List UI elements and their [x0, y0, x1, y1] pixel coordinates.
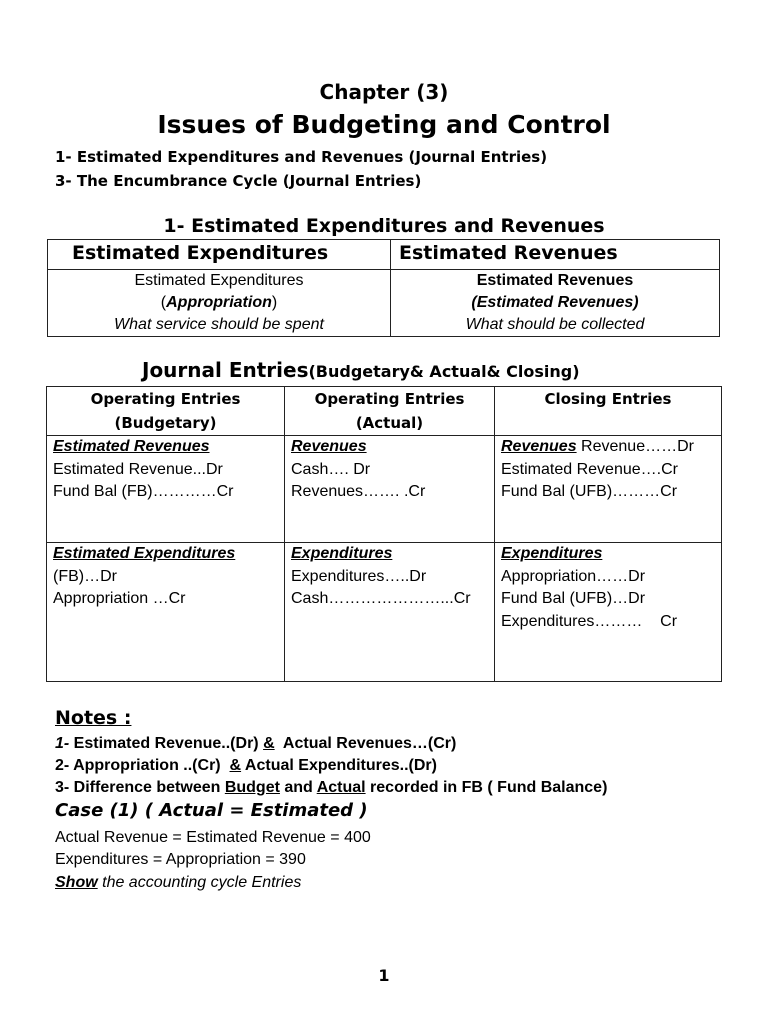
notes-heading: Notes : — [55, 707, 132, 729]
chapter-label: Chapter (3) — [319, 80, 449, 104]
header-budgetary: Operating Entries (Budgetary) — [47, 387, 285, 436]
cell-budgetary-expenditures: Estimated Expenditures (FB)…Dr Appropriation …Cr — [47, 543, 285, 682]
case-heading: Case (1) ( Actual = Estimated ) — [55, 800, 368, 821]
note-1: 1- Estimated Revenue..(Dr) & Actual Revenues…(Cr) — [55, 735, 457, 752]
case-line-1: Actual Revenue = Estimated Revenue = 400 — [55, 829, 371, 846]
cell-closing-revenues: Revenues Revenue……Dr Estimated Revenue….Cr Fund Bal (UFB)………Cr — [495, 436, 722, 543]
header-actual: Operating Entries (Actual) — [285, 387, 495, 436]
header-closing: Closing Entries — [495, 387, 722, 436]
estimated-revenues-header: Estimated Revenues — [391, 240, 720, 270]
estimates-table — [47, 239, 720, 337]
page-number: 1 — [378, 966, 390, 985]
journal-table — [46, 386, 722, 682]
revenues-line2: (Estimated Revenues) — [471, 294, 639, 311]
revenues-line3: What should be collected — [465, 316, 645, 333]
cell-actual-expenditures: Expenditures Expenditures…..Dr Cash…………………...Cr — [285, 543, 495, 682]
toc-item-2: 3- The Encumbrance Cycle (Journal Entries) — [55, 172, 422, 190]
expenditures-line1: Estimated Expenditures — [134, 272, 304, 289]
cell-closing-expenditures: Expenditures Appropriation……Dr Fund Bal (UFB)…Dr Expenditures……… Cr — [495, 543, 722, 682]
page-title: Issues of Budgeting and Control — [157, 110, 611, 139]
note-2: 2- Appropriation ..(Cr) & Actual Expenditures..(Dr) — [55, 757, 437, 774]
case-line-3: Show the accounting cycle Entries — [55, 874, 302, 891]
estimated-expenditures-header: Estimated Expenditures — [48, 240, 391, 270]
journal-heading: Journal Entries(Budgetary& Actual& Closing) — [142, 358, 580, 382]
revenues-line1: Estimated Revenues — [476, 272, 634, 289]
case-line-2: Expenditures = Appropriation = 390 — [55, 851, 306, 868]
revenues-cell — [391, 270, 720, 337]
expenditures-line3: What service should be spent — [114, 316, 324, 333]
note-3: 3- Difference between Budget and Actual recorded in FB ( Fund Balance) — [55, 779, 608, 796]
cell-actual-revenues: Revenues Cash…. Dr Revenues……. .Cr — [285, 436, 495, 543]
expenditures-line2: (Appropriation) — [160, 294, 278, 311]
toc-item-1: 1- Estimated Expenditures and Revenues (Journal Entries) — [55, 148, 548, 166]
section-heading: 1- Estimated Expenditures and Revenues — [163, 215, 605, 237]
cell-budgetary-revenues: Estimated Revenues Estimated Revenue...Dr Fund Bal (FB)…………Cr — [47, 436, 285, 543]
expenditures-cell — [48, 270, 391, 337]
